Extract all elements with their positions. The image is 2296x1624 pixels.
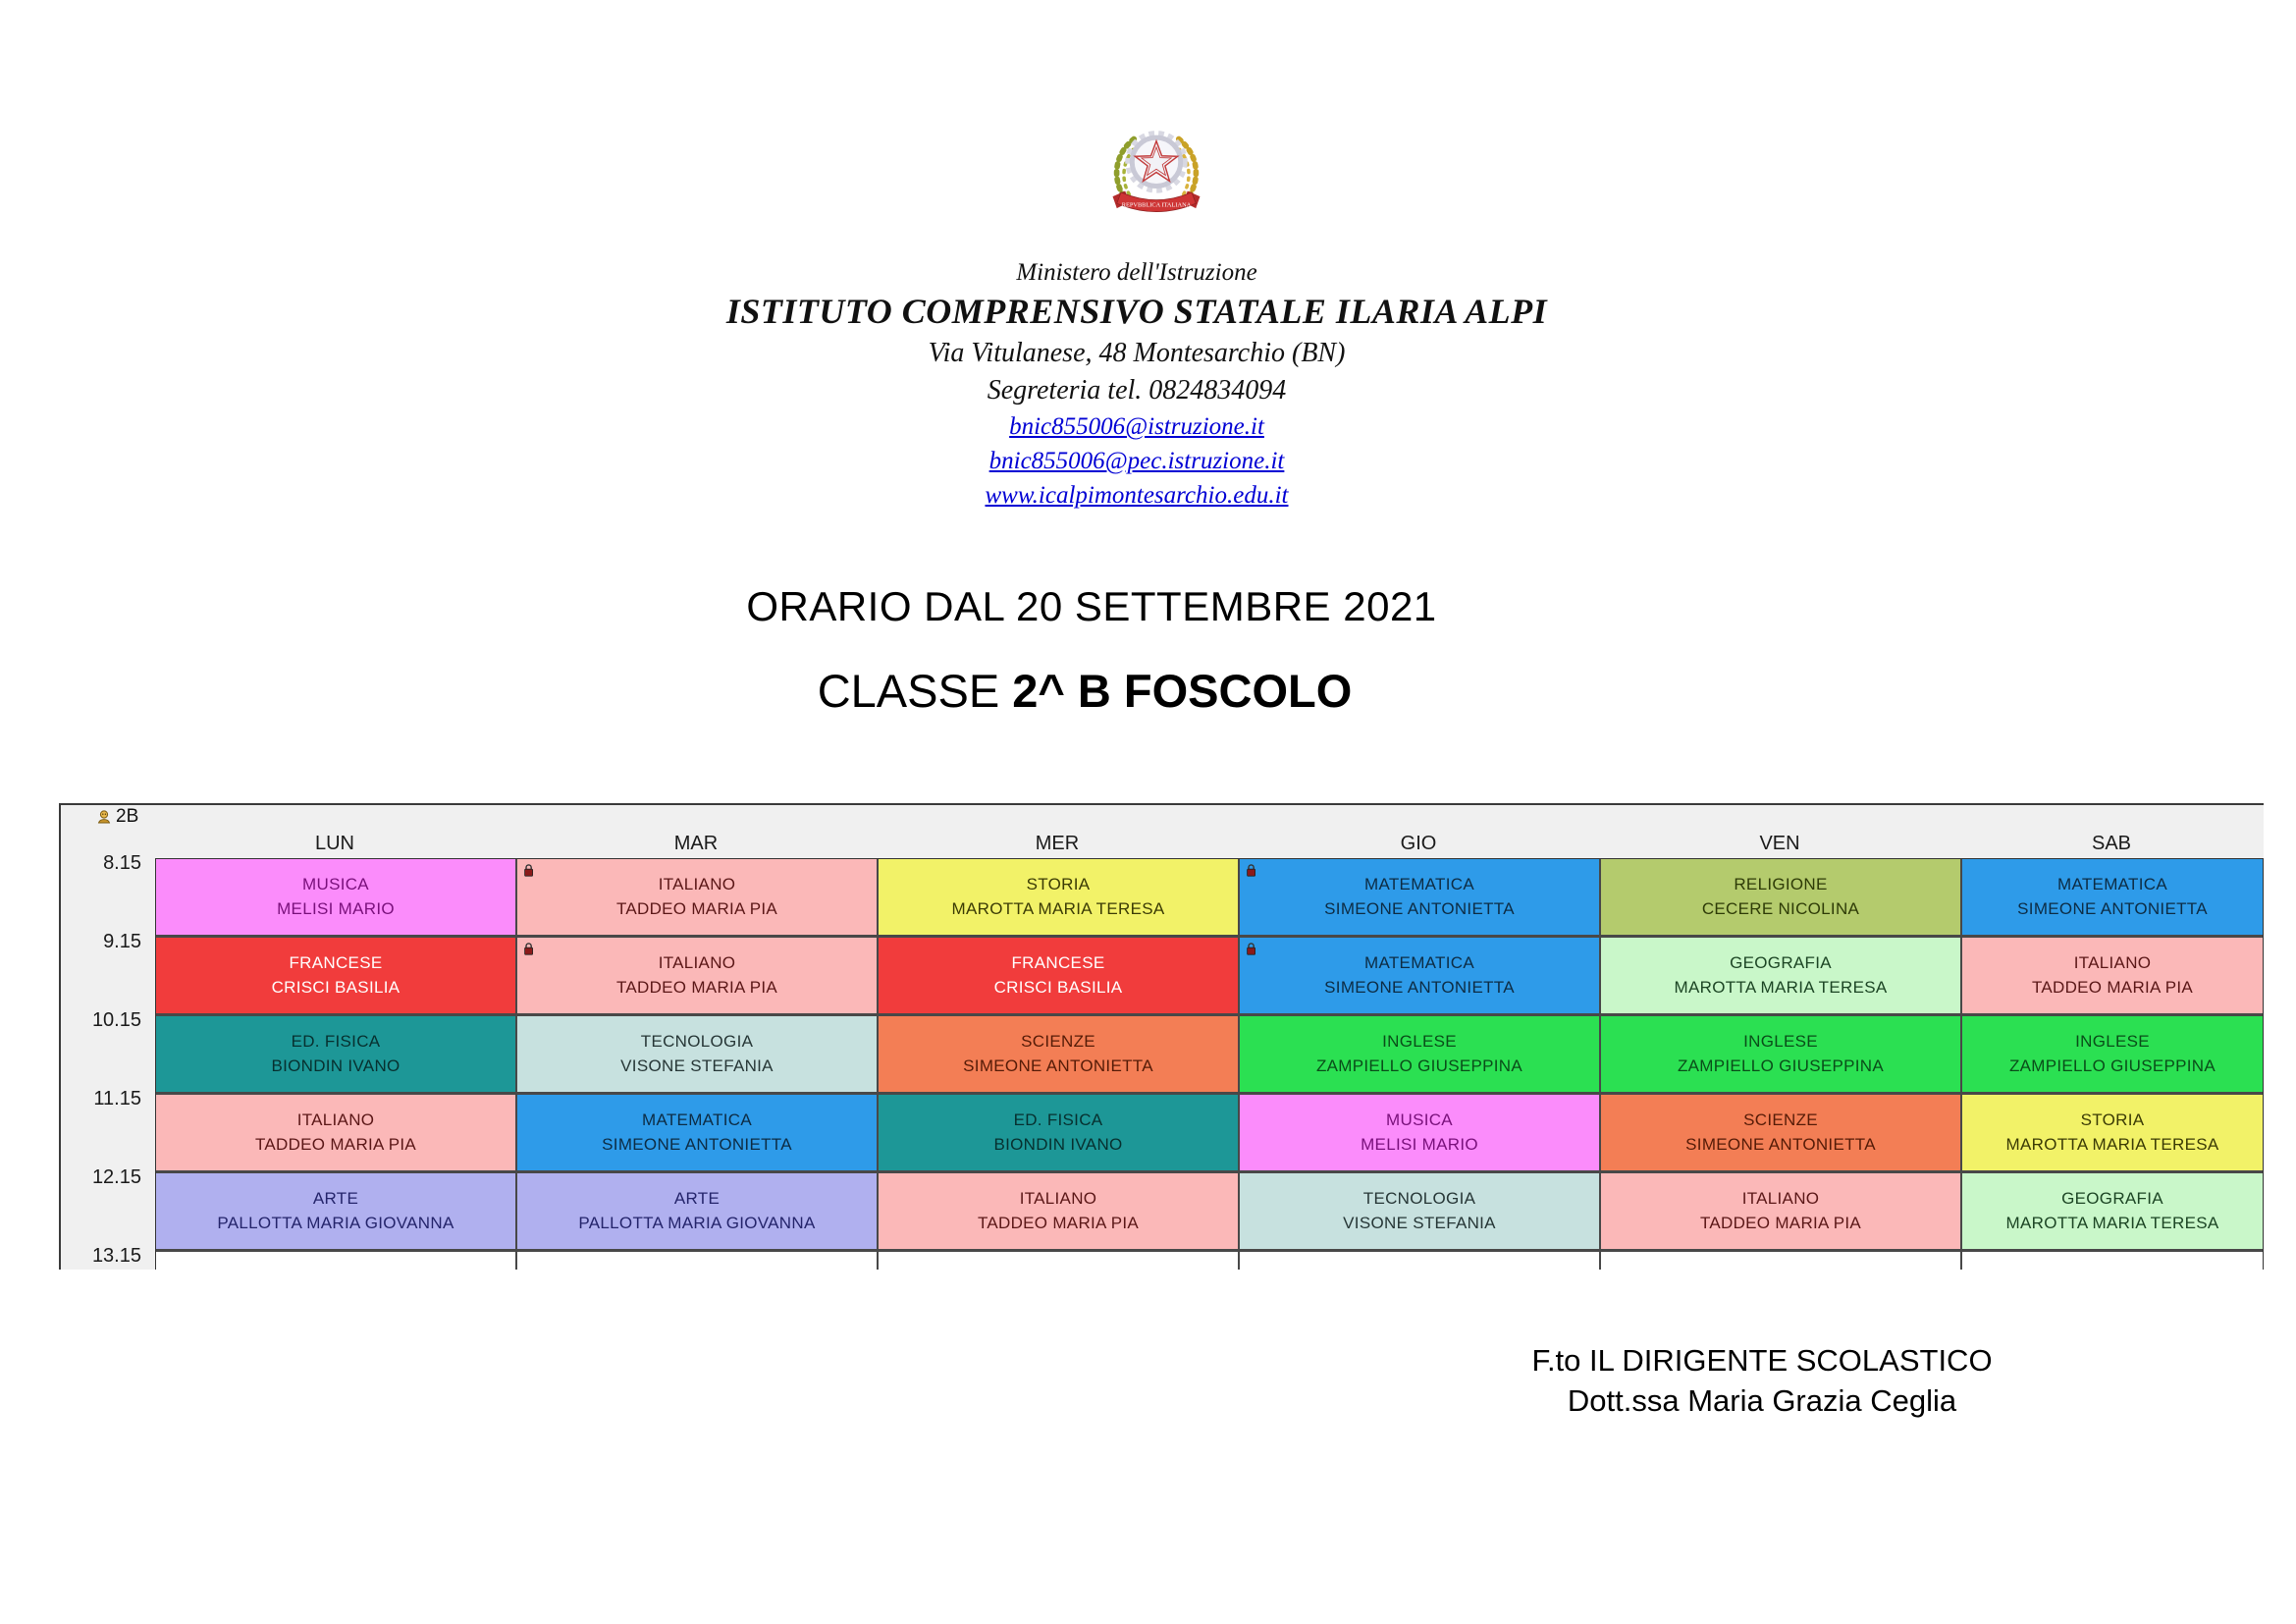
- timetable-cell: [1240, 1252, 1599, 1270]
- cell-subject: INGLESE: [1743, 1031, 1818, 1051]
- cell-teacher: CRISCI BASILIA: [993, 977, 1123, 997]
- cell-subject: FRANCESE: [289, 952, 383, 972]
- cell-teacher: PALLOTTA MARIA GIOVANNA: [217, 1213, 454, 1232]
- time-label: 10.15: [91, 1009, 141, 1031]
- timetable-cell: [1601, 1173, 1960, 1249]
- timetable-cell: [1240, 938, 1599, 1013]
- cell-teacher: SIMEONE ANTONIETTA: [963, 1056, 1153, 1075]
- cell-teacher: MAROTTA MARIA TERESA: [2005, 1134, 2219, 1154]
- cell-subject: MUSICA: [302, 874, 369, 893]
- email-link[interactable]: bnic855006@istruzione.it: [1009, 413, 1264, 440]
- timetable-cell: [156, 1016, 515, 1092]
- timetable-cell: [156, 938, 515, 1013]
- timetable-cell: [879, 1173, 1238, 1249]
- cell-subject: GEOGRAFIA: [1730, 952, 1832, 972]
- day-header-row: [155, 829, 2264, 858]
- timetable-window: [59, 803, 2264, 1270]
- cell-teacher: TADDEO MARIA PIA: [2031, 977, 2194, 997]
- timetable-grid: [155, 858, 2264, 1270]
- timetable-cell: [517, 1173, 877, 1249]
- window-label: 2B: [116, 806, 139, 827]
- lock-icon: [1246, 942, 1256, 955]
- timetable-cell: [1962, 1016, 2263, 1092]
- day-header: MER: [1035, 832, 1080, 854]
- cell-subject: SCIENZE: [1021, 1031, 1095, 1051]
- cell-teacher: MELISI MARIO: [1361, 1134, 1478, 1154]
- cell-subject: ITALIANO: [658, 952, 736, 972]
- timetable-cell: [1962, 938, 2263, 1013]
- cell-subject: ITALIANO: [658, 874, 736, 893]
- cell-subject: ARTE: [673, 1188, 721, 1208]
- lock-icon: [523, 942, 534, 955]
- cell-subject: ARTE: [312, 1188, 359, 1208]
- cell-teacher: CECERE NICOLINA: [1701, 898, 1860, 918]
- cell-teacher: ZAMPIELLO GIUSEPPINA: [1315, 1056, 1523, 1075]
- timetable-cell: [1962, 1252, 2263, 1270]
- cell-subject: GEOGRAFIA: [2061, 1188, 2163, 1208]
- cell-subject: MUSICA: [1386, 1110, 1453, 1129]
- cell-teacher: MAROTTA MARIA TERESA: [951, 898, 1165, 918]
- cell-teacher: MELISI MARIO: [277, 898, 395, 918]
- cell-teacher: TADDEO MARIA PIA: [254, 1134, 417, 1154]
- cell-teacher: VISONE STEFANIA: [1343, 1213, 1496, 1232]
- lock-icon: [523, 863, 534, 877]
- cell-subject: TECNOLOGIA: [1362, 1188, 1476, 1208]
- cell-teacher: TADDEO MARIA PIA: [615, 898, 778, 918]
- timetable-cell: [1601, 859, 1960, 935]
- timetable-cell: [1240, 1095, 1599, 1170]
- cell-subject: ED. FISICA: [1013, 1110, 1103, 1129]
- timetable-body: [61, 852, 2264, 1270]
- cell-subject: FRANCESE: [1011, 952, 1105, 972]
- day-header: SAB: [2091, 832, 2132, 854]
- cell-teacher: ZAMPIELLO GIUSEPPINA: [2008, 1056, 2216, 1075]
- cell-teacher: BIONDIN IVANO: [271, 1056, 400, 1075]
- cell-subject: RELIGIONE: [1734, 874, 1828, 893]
- cell-subject: INGLESE: [2075, 1031, 2150, 1051]
- timetable-cell: [1601, 938, 1960, 1013]
- cell-teacher: SIMEONE ANTONIETTA: [1324, 977, 1515, 997]
- timetable-cell: [517, 938, 877, 1013]
- cell-teacher: CRISCI BASILIA: [271, 977, 400, 997]
- timetable-cell: [1601, 1252, 1960, 1270]
- cell-teacher: SIMEONE ANTONIETTA: [1685, 1134, 1876, 1154]
- timetable-cell: [1962, 859, 2263, 935]
- timetable-cell: [879, 938, 1238, 1013]
- cell-subject: TECNOLOGIA: [640, 1031, 754, 1051]
- timetable-cell: [1601, 1016, 1960, 1092]
- time-label: 11.15: [93, 1088, 141, 1110]
- cell-teacher: SIMEONE ANTONIETTA: [1324, 898, 1515, 918]
- cell-teacher: BIONDIN IVANO: [993, 1134, 1123, 1154]
- cell-teacher: SIMEONE ANTONIETTA: [2017, 898, 2208, 918]
- day-header: GIO: [1400, 832, 1437, 854]
- class-title-prefix: CLASSE: [817, 665, 1013, 717]
- timetable-cell: [517, 1095, 877, 1170]
- cell-subject: ITALIANO: [2073, 952, 2152, 972]
- signature-name: Dott.ssa Maria Grazia Ceglia: [1567, 1382, 1957, 1418]
- time-label: 12.15: [91, 1166, 141, 1188]
- timetable-cell: [1962, 1095, 2263, 1170]
- cell-subject: MATEMATICA: [2057, 874, 2167, 893]
- cell-teacher: TADDEO MARIA PIA: [977, 1213, 1140, 1232]
- timetable-cell: [1601, 1095, 1960, 1170]
- timetable-cell: [1240, 1173, 1599, 1249]
- letterhead: [0, 259, 2273, 510]
- timetable-cell: [879, 1252, 1238, 1270]
- timetable-cell: [1240, 859, 1599, 935]
- timetable-cell: [879, 859, 1238, 935]
- day-header: MAR: [673, 832, 719, 854]
- timetable-cell: [156, 859, 515, 935]
- cell-teacher: SIMEONE ANTONIETTA: [602, 1134, 792, 1154]
- signature-block: [1531, 1341, 1993, 1422]
- timetable-cell: [156, 1173, 515, 1249]
- cell-subject: STORIA: [2080, 1110, 2145, 1129]
- cell-subject: SCIENZE: [1743, 1110, 1818, 1129]
- cell-teacher: TADDEO MARIA PIA: [615, 977, 778, 997]
- timetable-cell: [879, 1016, 1238, 1092]
- timetable-cell: [156, 1095, 515, 1170]
- time-label: 8.15: [103, 852, 141, 874]
- schedule-title: ORARIO DAL 20 SETTEMBRE 2021: [746, 583, 1437, 629]
- day-header: LUN: [314, 832, 354, 854]
- italy-emblem: [1097, 108, 1215, 234]
- timetable-cell: [517, 1016, 877, 1092]
- cell-teacher: VISONE STEFANIA: [620, 1056, 774, 1075]
- day-header: VEN: [1759, 832, 1800, 854]
- timetable-cell: [879, 1095, 1238, 1170]
- timetable-cell: [517, 859, 877, 935]
- time-label: 13.15: [91, 1245, 141, 1267]
- cell-subject: ITALIANO: [296, 1110, 375, 1129]
- cell-teacher: PALLOTTA MARIA GIOVANNA: [578, 1213, 816, 1232]
- cell-subject: MATEMATICA: [1364, 874, 1474, 893]
- cell-teacher: TADDEO MARIA PIA: [1699, 1213, 1862, 1232]
- cell-subject: ITALIANO: [1741, 1188, 1820, 1208]
- cell-teacher: MAROTTA MARIA TERESA: [1674, 977, 1888, 997]
- school-name: ISTITUTO COMPRENSIVO STATALE ILARIA ALPI: [725, 292, 1548, 331]
- cell-subject: INGLESE: [1382, 1031, 1457, 1051]
- time-label: 9.15: [103, 931, 141, 952]
- cell-teacher: ZAMPIELLO GIUSEPPINA: [1677, 1056, 1885, 1075]
- cell-subject: STORIA: [1026, 874, 1091, 893]
- cell-subject: MATEMATICA: [1364, 952, 1474, 972]
- ribbon-text: REPVBBLICA ITALIANA: [1121, 201, 1192, 209]
- ministry-line: Ministero dell'Istruzione: [1016, 259, 1257, 286]
- class-title-name: 2^ B FOSCOLO: [1012, 665, 1353, 717]
- timetable-cell: [517, 1252, 877, 1270]
- cell-subject: ITALIANO: [1019, 1188, 1097, 1208]
- timetable-cell: [1240, 1016, 1599, 1092]
- class-title: [0, 664, 2169, 718]
- website-link[interactable]: www.icalpimontesarchio.edu.it: [985, 482, 1289, 509]
- timetable-cell: [156, 1252, 515, 1270]
- cell-subject: ED. FISICA: [291, 1031, 381, 1051]
- school-phone: Segreteria tel. 0824834094: [987, 375, 1287, 406]
- pec-email-link[interactable]: bnic855006@pec.istruzione.it: [988, 448, 1285, 474]
- time-column: [61, 852, 155, 1270]
- lock-icon: [1246, 863, 1256, 877]
- timetable-cell: [1962, 1173, 2263, 1249]
- cell-subject: MATEMATICA: [642, 1110, 752, 1129]
- class-window-icon: [96, 809, 112, 825]
- timetable-title-strip: [61, 805, 2264, 829]
- signature-role: F.to IL DIRIGENTE SCOLASTICO: [1531, 1343, 1993, 1378]
- cell-teacher: MAROTTA MARIA TERESA: [2005, 1213, 2219, 1232]
- school-address: Via Vitulanese, 48 Montesarchio (BN): [928, 338, 1346, 368]
